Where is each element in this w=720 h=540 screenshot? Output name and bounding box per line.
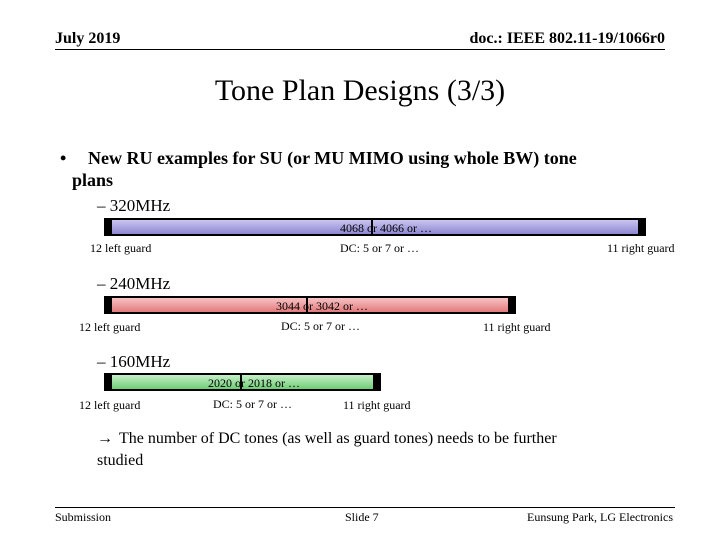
tones-label-160mhz: 2020 or 2018 or … [208,376,300,390]
right-guard-label-160mhz: 11 right guard [343,398,411,412]
right-guard-marker [638,220,644,234]
slide-title: Tone Plan Designs (3/3) [214,74,506,107]
dc-label-160mhz: DC: 5 or 7 or … [213,397,292,411]
right-guard-label-240mhz: 11 right guard [483,320,551,334]
label-160mhz: – 160MHz [97,352,171,371]
left-guard-label-240mhz: 12 left guard [79,320,141,334]
header-doc-id: doc.: IEEE 802.11-19/1066r0 [469,30,665,47]
footer-submission: Submission [55,510,112,524]
tones-label-240mhz: 3044 or 3042 or … [276,299,368,313]
note-line-2: studied [97,452,144,469]
dc-label-240mhz: DC: 5 or 7 or … [281,319,360,333]
bullet-line-2: plans [72,170,114,190]
tones-label-320mhz: 4068 or 4066 or … [340,221,432,235]
footer-slide-number: Slide 7 [345,510,379,524]
footer-rule [55,507,675,508]
label-240mhz: – 240MHz [97,274,171,293]
arrow-icon: → [97,430,113,447]
footer-author: Eunsung Park, LG Electronics [527,510,673,524]
bullet-line-1: New RU examples for SU (or MU MIMO using whole BW) tone [88,148,577,168]
bullet-symbol: • [60,148,67,168]
header-date: July 2019 [55,30,121,47]
right-guard-marker [373,375,379,389]
label-320mhz: – 320MHz [97,196,171,215]
left-guard-label-160mhz: 12 left guard [79,398,141,412]
right-guard-label-320mhz: 11 right guard [607,241,675,255]
left-guard-marker [106,298,112,312]
left-guard-label-320mhz: 12 left guard [90,241,152,255]
right-guard-marker [508,298,514,312]
dc-label-320mhz: DC: 5 or 7 or … [340,241,419,255]
header-rule [55,49,665,50]
left-guard-marker [106,220,112,234]
left-guard-marker [106,375,112,389]
note-line-1: The number of DC tones (as well as guard tones) needs to be further [119,430,557,447]
